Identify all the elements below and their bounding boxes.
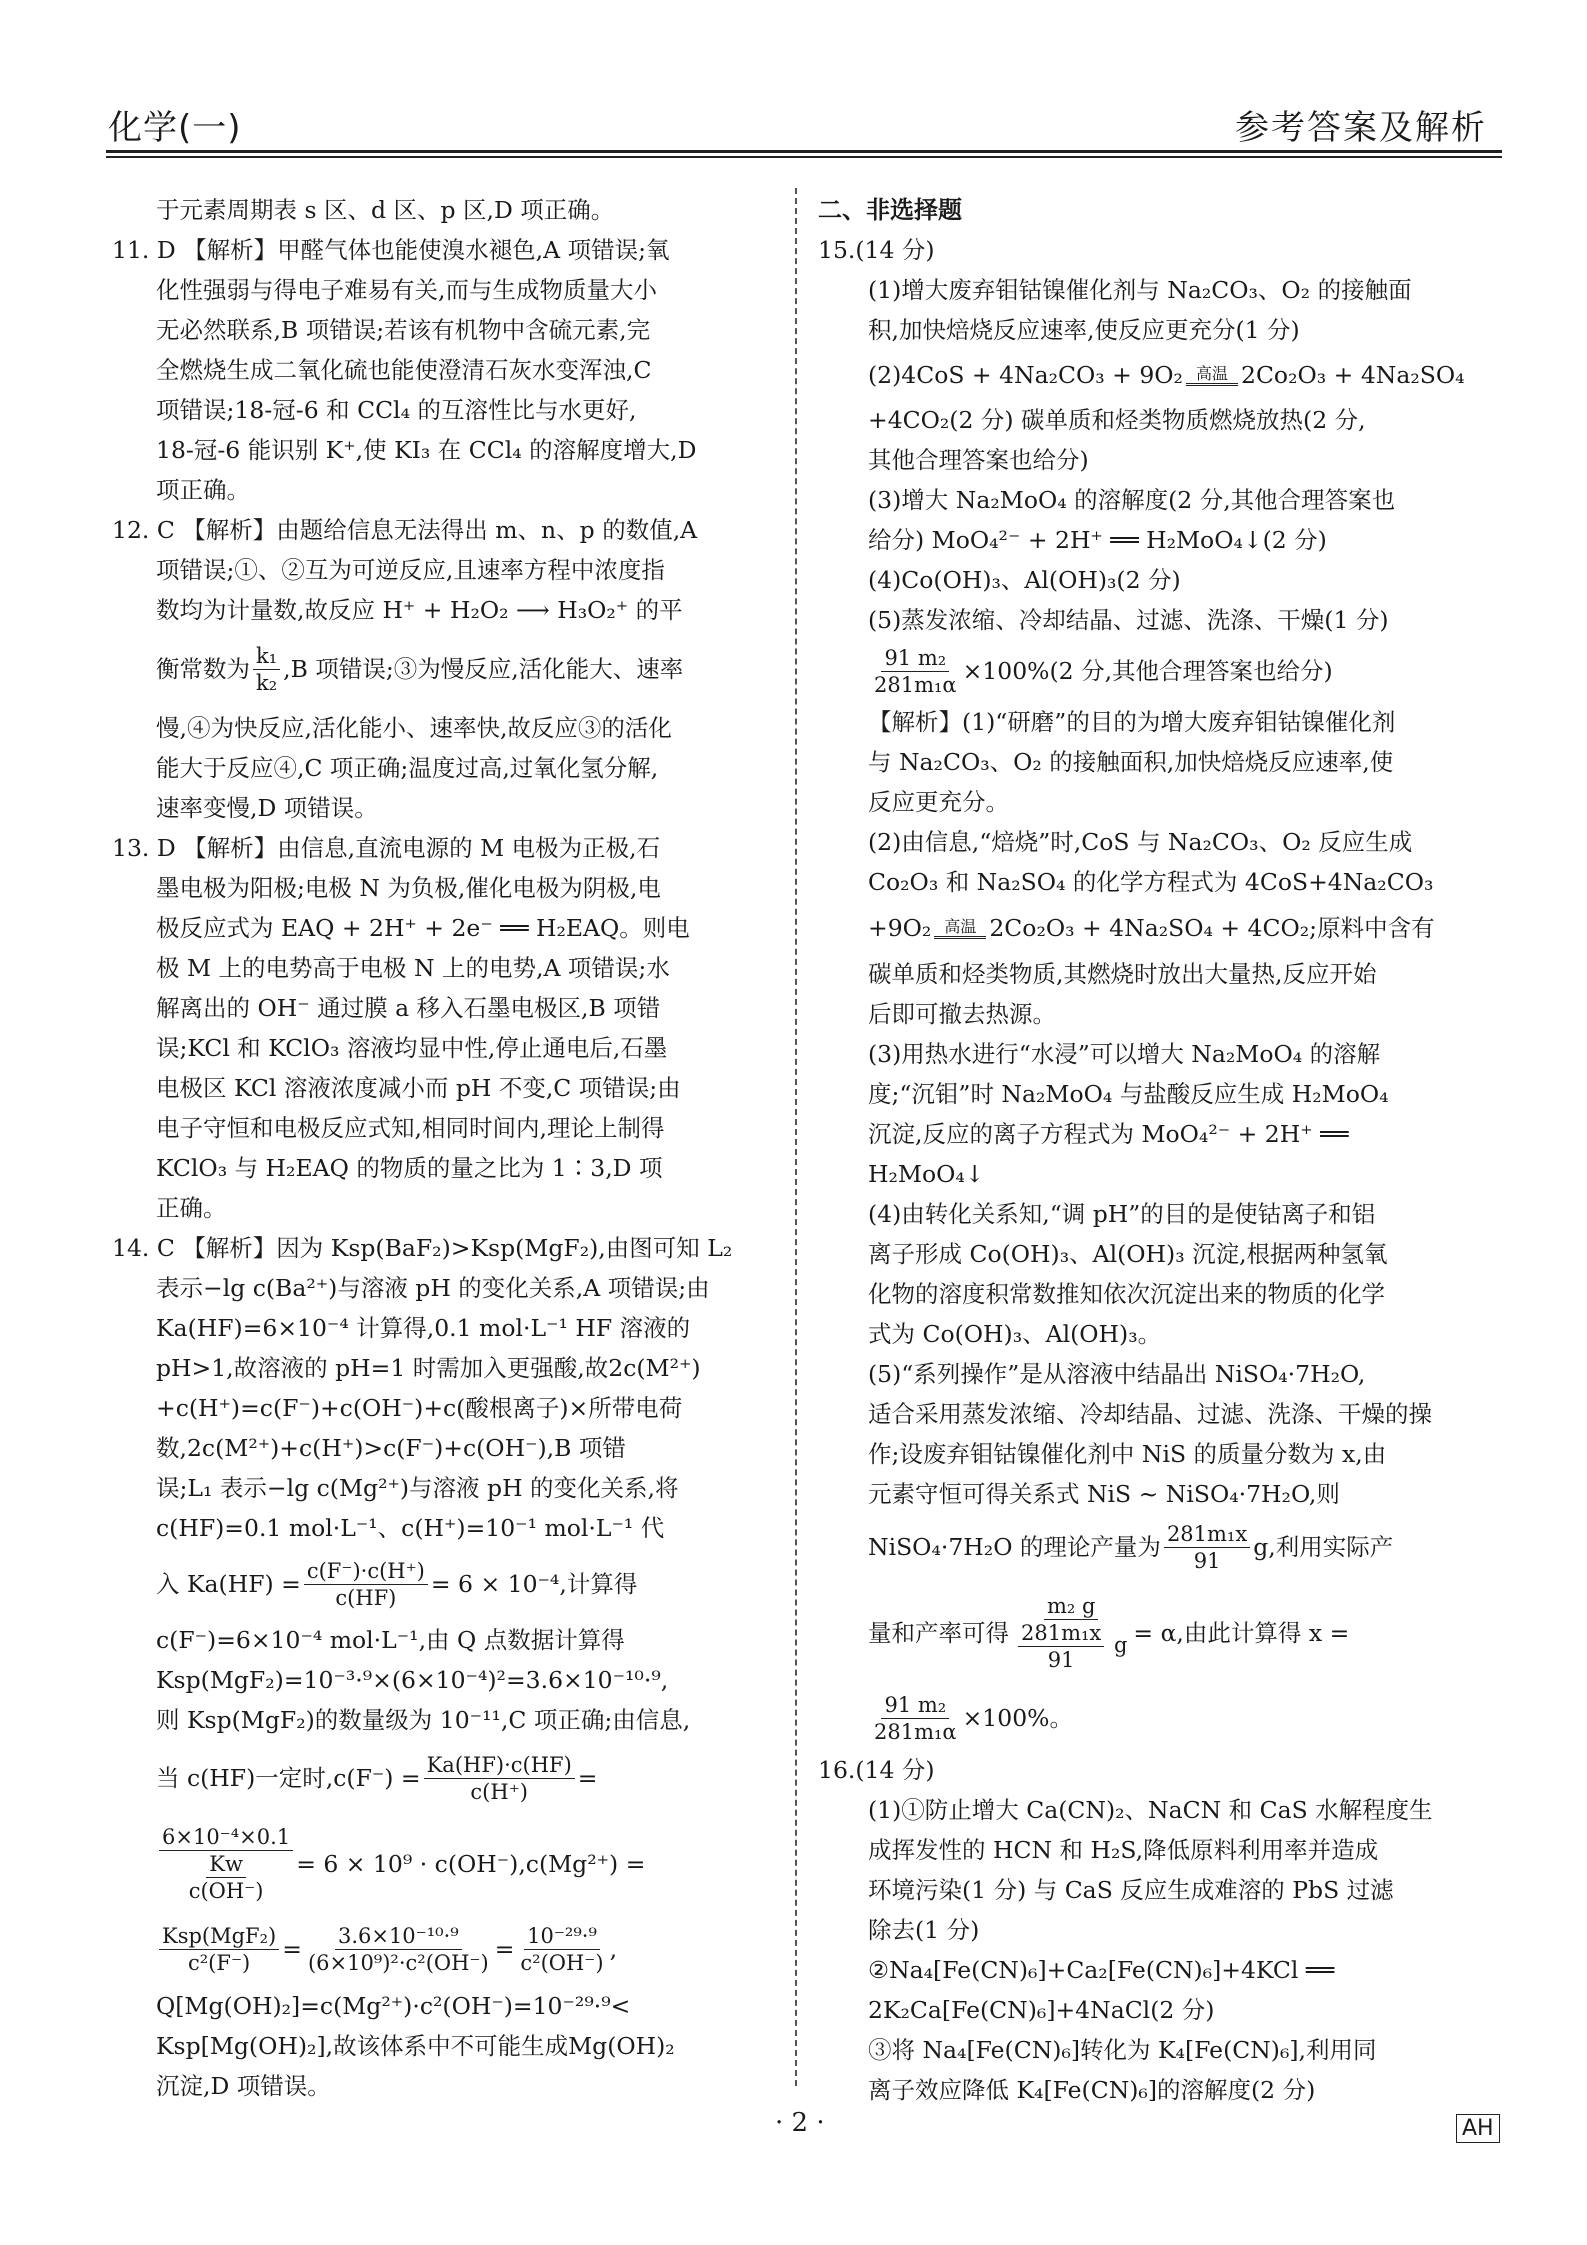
- q15-analysis-lines-2: [818, 954, 1498, 1514]
- condition-label: 高温: [934, 918, 986, 939]
- fraction-k1-k2: [253, 643, 280, 696]
- header-double-rule: [106, 150, 1502, 158]
- column-divider: [795, 188, 797, 2086]
- text-line: 项正确。: [156, 476, 250, 504]
- text-line: ③将 Na₄[Fe(CN)₆]转化为 K₄[Fe(CN)₆],利用同: [868, 2036, 1377, 2064]
- q12-equilibrium-line: [112, 630, 780, 708]
- left-lines-group-3: [112, 1620, 780, 1740]
- text: (2)4CoS + 4Na₂CO₃ + 9O₂: [868, 361, 1183, 389]
- text-line: (4)Co(OH)₃、Al(OH)₃(2 分): [868, 566, 1181, 594]
- text: 量和产率可得: [868, 1619, 1009, 1647]
- text-line: Q[Mg(OH)₂]=c(Mg²⁺)·c²(OH⁻)=10⁻²⁹·⁹<: [156, 1992, 631, 2020]
- text-line: (5)蒸发浓缩、冷却结晶、过滤、洗涤、干燥(1 分): [868, 606, 1389, 634]
- text: 2Co₂O₃ + 4Na₂SO₄ + 4CO₂;原料中含有: [989, 914, 1435, 942]
- q15-answer-lines: [818, 270, 1498, 350]
- text-line: pH>1,故溶液的 pH=1 时需加入更强酸,故2c(M²⁺): [156, 1354, 701, 1382]
- equals-sign: =: [494, 1935, 515, 1963]
- text-line: c(F⁻)=6×10⁻⁴ mol·L⁻¹,由 Q 点数据计算得: [156, 1626, 625, 1654]
- q15-analysis-lines: [818, 702, 1498, 902]
- q15-analysis-equation-line: [818, 902, 1498, 954]
- fraction-denominator: 281m₁α: [874, 672, 957, 697]
- text-line: 2K₂Ca[Fe(CN)₆]+4NaCl(2 分): [868, 1996, 1215, 2024]
- text: 当 c(HF)一定时,c(F⁻) =: [156, 1764, 421, 1792]
- q14-ka-line: [112, 1548, 780, 1620]
- text-line: H₂MoO₄↓: [868, 1160, 985, 1188]
- left-lines-group-4: [112, 1986, 780, 2106]
- edition-code-badge: AH: [1456, 2114, 1500, 2143]
- section-title: 二、非选择题: [818, 196, 962, 224]
- text-line: (1)①防止增大 Ca(CN)₂、NaCN 和 CaS 水解程度生: [868, 1796, 1433, 1824]
- equals-sign: =: [282, 1935, 302, 1963]
- text-line: 能大于反应④,C 项正确;温度过高,过氧化氢分解,: [156, 754, 659, 782]
- text: 入 Ka(HF) =: [156, 1570, 301, 1598]
- q14-mg-line: [112, 1912, 780, 1986]
- text-line: 墨电极为阳极;电极 N 为负极,催化电极为阴极,电: [156, 874, 661, 902]
- q16-heading: 16.(14 分): [818, 1756, 935, 1784]
- text-line: 项错误;18-冠-6 和 CCl₄ 的互溶性比与水更好,: [156, 396, 637, 424]
- fraction-denominator: 91: [1047, 1648, 1075, 1672]
- text-line: 速率变慢,D 项错误。: [156, 794, 378, 822]
- fraction-denominator: c(HF): [335, 1585, 397, 1610]
- fraction-numerator: Kw: [206, 1851, 246, 1878]
- fraction-denominator: c(OH⁻): [188, 1879, 264, 1903]
- text-line: 离子效应降低 K₄[Fe(CN)₆]的溶解度(2 分): [868, 2076, 1316, 2104]
- page-number: · 2 ·: [775, 2108, 825, 2138]
- text-line: (1)增大废弃钼钴镍催化剂与 Na₂CO₃、O₂ 的接触面: [868, 276, 1412, 304]
- fraction-answer: [871, 645, 960, 698]
- text-line: 与 Na₂CO₃、O₂ 的接触面积,加快焙烧反应速率,使: [868, 748, 1394, 776]
- text-line: 作;设废弃钼钴镍催化剂中 NiS 的质量分数为 x,由: [868, 1440, 1387, 1468]
- text-line: 12. C 【解析】由题给信息无法得出 m、n、p 的数值,A: [112, 516, 698, 544]
- left-lines-group-2: [112, 708, 780, 1548]
- text-line: Ksp[Mg(OH)₂],故该体系中不可能生成Mg(OH)₂: [156, 2032, 675, 2060]
- fraction-denominator: [1012, 1620, 1130, 1673]
- text-line: 碳单质和烃类物质,其燃烧时放出大量热,反应开始: [868, 960, 1377, 988]
- text-line: KClO₃ 与 H₂EAQ 的物质的量之比为 1∶3,D 项: [156, 1154, 663, 1182]
- fraction-numerator: 91 m₂: [881, 645, 949, 672]
- text-line: 误;L₁ 表示−lg c(Mg²⁺)与溶液 pH 的变化关系,将: [156, 1474, 679, 1502]
- text-line: 数均为计量数,故反应 H⁺ + H₂O₂ ⟶ H₃O₂⁺ 的平: [156, 596, 683, 624]
- text-line: 环境污染(1 分) 与 CaS 反应生成难溶的 PbS 过滤: [868, 1876, 1394, 1904]
- fraction-inner: [1018, 1620, 1104, 1673]
- reaction-condition-arrow: [934, 918, 986, 939]
- fraction-denominator: k₂: [256, 670, 278, 695]
- fraction-numerator: 281m₁x: [1164, 1521, 1250, 1548]
- fraction-yield-rate: [1012, 1593, 1130, 1673]
- fraction-numerator: 91 m₂: [881, 1692, 949, 1719]
- text: ×100%。: [962, 1704, 1073, 1732]
- header-doc-title: 参考答案及解析: [1235, 108, 1487, 148]
- text-line: 化性强弱与得电子难易有关,而与生成物质量大小: [156, 276, 657, 304]
- text-line: (2)由信息,“焙烧”时,CoS 与 Na₂CO₃、O₂ 反应生成: [868, 828, 1413, 856]
- text-line: 元素守恒可得关系式 NiS ~ NiSO₄·7H₂O,则: [868, 1480, 1340, 1508]
- text-line: 全燃烧生成二氧化硫也能使澄清石灰水变浑浊,C: [156, 356, 652, 384]
- fraction-denominator: c²(F⁻): [188, 1950, 251, 1975]
- q14-kw-line: [112, 1816, 780, 1912]
- text-line: Co₂O₃ 和 Na₂SO₄ 的化学方程式为 4CoS+4Na₂CO₃: [868, 868, 1434, 896]
- text-line: +4CO₂(2 分) 碳单质和烃类物质燃烧放热(2 分,: [868, 406, 1366, 434]
- fraction-kw-inner: [186, 1851, 267, 1904]
- q15-yield-line: [818, 1514, 1498, 1580]
- text-line: 给分) MoO₄²⁻ + 2H⁺ ══ H₂MoO₄↓(2 分): [868, 526, 1327, 554]
- text-line: 解离出的 OH⁻ 通过膜 a 移入石墨电极区,B 项错: [156, 994, 661, 1022]
- q15-answer-lines-2: [818, 400, 1498, 640]
- fraction-cf: [424, 1752, 575, 1805]
- text: 2Co₂O₃ + 4Na₂SO₄: [1241, 361, 1465, 389]
- text-line: 14. C 【解析】因为 Ksp(BaF₂)>Ksp(MgF₂),由图可知 L₂: [112, 1234, 733, 1262]
- text-line: 18-冠-6 能识别 K⁺,使 KI₃ 在 CCl₄ 的溶解度增大,D: [156, 436, 697, 464]
- fraction-numerator: 281m₁x: [1018, 1620, 1104, 1647]
- left-lines-group-1: [112, 190, 780, 630]
- fraction-numerator: 3.6×10⁻¹⁰·⁹: [335, 1923, 462, 1950]
- text: ×100%(2 分,其他合理答案也给分): [962, 657, 1333, 685]
- q15-final-line: [818, 1686, 1498, 1750]
- text-line: 13. D 【解析】由信息,直流电源的 M 电极为正极,石: [112, 834, 661, 862]
- text-line: (4)由转化关系知,“调 pH”的目的是使钴离子和铝: [868, 1200, 1376, 1228]
- fraction-theoretical-yield: [1164, 1521, 1250, 1574]
- text-line: 度;“沉钼”时 Na₂MoO₄ 与盐酸反应生成 H₂MoO₄: [868, 1080, 1389, 1108]
- text-line: 沉淀,反应的离子方程式为 MoO₄²⁻ + 2H⁺ ══: [868, 1120, 1349, 1148]
- text-line: 电子守恒和电极反应式知,相同时间内,理论上制得: [156, 1114, 665, 1142]
- text-line: 化物的溶度积常数推知依次沉淀出来的物质的化学: [868, 1280, 1385, 1308]
- q15-heading: 15.(14 分): [818, 236, 935, 264]
- text: ,: [609, 1935, 618, 1963]
- text-line: 积,加快焙烧反应速率,使反应更充分(1 分): [868, 316, 1300, 344]
- text: +9O₂: [868, 914, 932, 942]
- fraction-numerator: k₁: [253, 643, 280, 670]
- condition-label: 高温: [1186, 365, 1238, 386]
- fraction-denominator: c(H⁺): [470, 1779, 528, 1804]
- text-line: 【解析】(1)“研磨”的目的为增大废弃钼钴镍催化剂: [868, 708, 1396, 736]
- text-line: 极反应式为 EAQ + 2H⁺ + 2e⁻ ══ H₂EAQ。则电: [156, 914, 690, 942]
- fraction-numerator: c(F⁻)·c(H⁺): [304, 1558, 428, 1585]
- text-line: 后即可撤去热源。: [868, 1000, 1056, 1028]
- text-line: 离子形成 Co(OH)₃、Al(OH)₃ 沉淀,根据两种氢氧: [868, 1240, 1388, 1268]
- text: = 6 × 10⁹ · c(OH⁻),c(Mg²⁺) =: [296, 1850, 646, 1878]
- fraction-ka: [304, 1558, 428, 1611]
- q15-answer-fraction-line: [818, 640, 1498, 702]
- unit: g: [1113, 1633, 1128, 1657]
- reaction-condition-arrow: [1186, 365, 1238, 386]
- fraction-denominator: [180, 1851, 273, 1904]
- fraction-numerator: 6×10⁻⁴×0.1: [159, 1824, 293, 1851]
- text-line: 除去(1 分): [868, 1916, 980, 1944]
- header-subject-title: 化学(一): [108, 108, 242, 148]
- fraction-numerator: Ka(HF)·c(HF): [424, 1752, 575, 1779]
- q15-rate-line: [818, 1580, 1498, 1686]
- text-line: 电极区 KCl 溶液浓度减小而 pH 不变,C 项错误;由: [156, 1074, 681, 1102]
- fraction-kw-compound: [159, 1824, 293, 1904]
- text-line: Ka(HF)=6×10⁻⁴ 计算得,0.1 mol·L⁻¹ HF 溶液的: [156, 1314, 691, 1342]
- left-column: [112, 190, 780, 2106]
- text-line: 11. D 【解析】甲醛气体也能使溴水褪色,A 项错误;氧: [112, 236, 670, 264]
- text-line: 于元素周期表 s 区、d 区、p 区,D 项正确。: [156, 196, 615, 224]
- fraction-numerator: 10⁻²⁹·⁹: [524, 1923, 600, 1950]
- right-column: [818, 190, 1498, 2110]
- text-line: 慢,④为快反应,活化能小、速率快,故反应③的活化: [156, 714, 672, 742]
- text: ,B 项错误;③为慢反应,活化能大、速率: [283, 655, 684, 683]
- text-line: 极 M 上的电势高于电极 N 上的电势,A 项错误;水: [156, 954, 670, 982]
- text: g,利用实际产: [1253, 1533, 1394, 1561]
- text: = α,由此计算得 x =: [1133, 1619, 1350, 1647]
- text-line: Ksp(MgF₂)=10⁻³·⁹×(6×10⁻⁴)²=3.6×10⁻¹⁰·⁹,: [156, 1666, 669, 1694]
- fraction-denominator: (6×10⁹)²·c²(OH⁻): [307, 1950, 489, 1975]
- text-line: 式为 Co(OH)₃、Al(OH)₃。: [868, 1320, 1162, 1348]
- text: 衡常数为: [156, 655, 250, 683]
- fraction-final: [871, 1692, 960, 1745]
- text-line: 沉淀,D 项错误。: [156, 2072, 331, 2100]
- q15-equation-line: [818, 350, 1498, 400]
- text-line: 项错误;①、②互为可逆反应,且速率方程中浓度指: [156, 556, 665, 584]
- text-line: 数,2c(M²⁺)+c(H⁺)>c(F⁻)+c(OH⁻),B 项错: [156, 1434, 626, 1462]
- text: NiSO₄·7H₂O 的理论产量为: [868, 1533, 1161, 1561]
- text-line: ②Na₄[Fe(CN)₆]+Ca₂[Fe(CN)₆]+4KCl ══: [868, 1956, 1335, 1984]
- text: = 6 × 10⁻⁴,计算得: [430, 1570, 638, 1598]
- text-line: 适合采用蒸发浓缩、冷却结晶、过滤、洗涤、干燥的操: [868, 1400, 1432, 1428]
- fraction-numerator: m₂ g: [1044, 1593, 1098, 1620]
- text-line: +c(H⁺)=c(F⁻)+c(OH⁻)+c(酸根离子)×所带电荷: [156, 1394, 683, 1422]
- text-line: 表示−lg c(Ba²⁺)与溶液 pH 的变化关系,A 项错误;由: [156, 1274, 710, 1302]
- q14-cf-line: [112, 1740, 780, 1816]
- text-line: 无必然联系,B 项错误;若该有机物中含硫元素,完: [156, 316, 651, 344]
- text-line: (3)用热水进行“水浸”可以增大 Na₂MoO₄ 的溶解: [868, 1040, 1381, 1068]
- fraction-denominator: 281m₁α: [874, 1719, 957, 1744]
- fraction-result: [517, 1923, 606, 1976]
- fraction-numerator: Ksp(MgF₂): [159, 1923, 279, 1950]
- text-line: 其他合理答案也给分): [868, 446, 1089, 474]
- text-line: 误;KCl 和 KClO₃ 溶液均显中性,停止通电后,石墨: [156, 1034, 668, 1062]
- text-line: 正确。: [156, 1194, 227, 1222]
- fraction-ksp-over-cf2: [159, 1923, 279, 1976]
- text-line: (3)增大 Na₂MoO₄ 的溶解度(2 分,其他合理答案也: [868, 486, 1396, 514]
- fraction-value: [305, 1923, 492, 1976]
- text-line: (5)“系列操作”是从溶液中结晶出 NiSO₄·7H₂O,: [868, 1360, 1366, 1388]
- text-line: c(HF)=0.1 mol·L⁻¹、c(H⁺)=10⁻¹ mol·L⁻¹ 代: [156, 1514, 665, 1542]
- text: =: [577, 1764, 598, 1792]
- fraction-denominator: c²(OH⁻): [520, 1950, 604, 1975]
- text-line: 反应更充分。: [868, 788, 1009, 816]
- text-line: 则 Ksp(MgF₂)的数量级为 10⁻¹¹,C 项正确;由信息,: [156, 1706, 691, 1734]
- q16-answer-lines: [818, 1790, 1498, 2110]
- text-line: 成挥发性的 HCN 和 H₂S,降低原料利用率并造成: [868, 1836, 1379, 1864]
- fraction-denominator: 91: [1193, 1548, 1221, 1573]
